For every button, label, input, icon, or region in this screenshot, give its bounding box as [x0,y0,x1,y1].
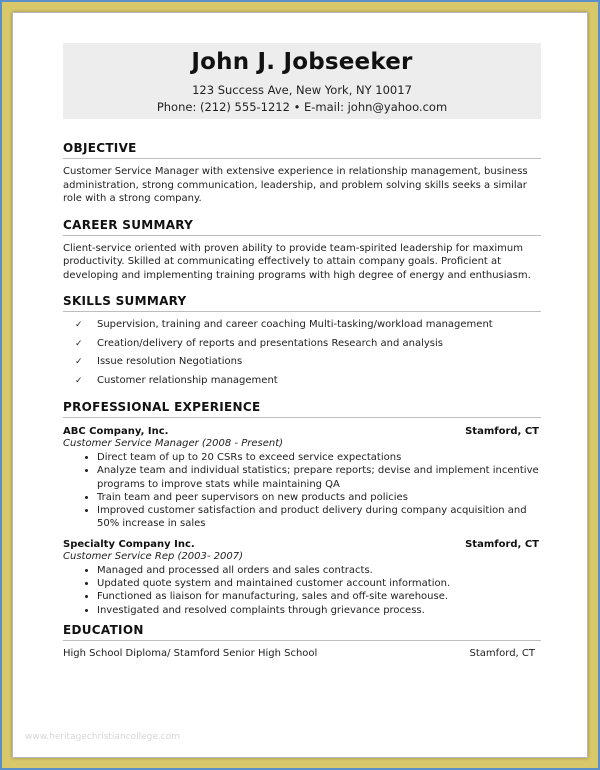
skills-summary-section [63,294,541,390]
job-bullets [63,451,541,531]
objective-section [63,141,541,206]
check-icon: ✓ [75,338,83,349]
education-location: Stamford, CT [469,647,535,659]
section-title-skills-summary: SKILLS SUMMARY [63,294,541,312]
skill-text: Creation/delivery of reports and presentations Research and analysis [97,337,443,349]
section-title-career-summary: CAREER SUMMARY [63,218,541,236]
skill-text: Supervision, training and career coaching Multi-tasking/workload management [97,319,493,330]
list-item: • Updated quote system and maintained customer account information. [97,577,541,590]
list-item: • Investigated and resolved complaints through grievance process. [97,604,541,617]
list-item: • Direct team of up to 20 CSRs to exceed service expectations [97,451,541,464]
list-item [75,316,541,335]
resume-page [12,12,588,758]
section-title-objective: OBJECTIVE [63,141,541,159]
check-icon: ✓ [75,357,83,367]
career-summary-section [63,218,541,283]
job-bullets [63,564,541,617]
job-location: Stamford, CT [465,538,539,550]
job-entry [63,539,541,617]
experience-section [63,400,541,617]
job-role: Customer Service Rep (2003- 2007) [63,550,244,562]
resume-header [63,43,541,119]
objective-text: Customer Service Manager with extensive experience in relationship management, business administration, strong communication, leadership, and problem solving skills seeks a similar role with a strong company. [63,166,528,204]
resume-body [63,141,541,659]
list-item: • Train team and peer supervisors on new products and policies [97,491,541,504]
skill-text: Issue resolution Negotiations [97,356,243,367]
page-frame [2,2,598,768]
section-title-education: EDUCATION [63,623,541,641]
skills-list [63,316,541,390]
skill-text: Customer relationship management [97,374,278,386]
applicant-address: 123 Success Ave, New York, NY 10017 [192,83,412,97]
job-company: Specialty Company Inc. [63,538,195,550]
list-item [75,353,541,372]
education-row [63,648,541,659]
watermark: www.heritagechristiancollege.com [25,732,180,742]
education-section [63,623,541,659]
job-entry [63,426,541,531]
list-item [75,372,541,391]
check-icon: ✓ [75,320,83,330]
check-icon: ✓ [75,375,83,386]
list-item [75,335,541,354]
list-item: • Managed and processed all orders and sales contracts. [97,564,541,577]
job-company: ABC Company, Inc. [63,426,169,437]
list-item: • Analyze team and individual statistics; prepare reports; devise and implement incentive programs to improve stats while maintaining QA [97,464,541,491]
job-role: Customer Service Manager (2008 - Present) [63,438,284,449]
list-item: • Functioned as liaison for manufacturing, sales and off-site warehouse. [97,590,541,603]
job-header [63,426,541,437]
applicant-name: John J. Jobseeker [191,49,413,75]
career-summary-text: Client-service oriented with proven ability to provide team-spirited leadership for maximum productivity. Skilled at communicating effectively to attain company goals. Proficient at developing and implementing training programs with high degree of energy and enthusiasm. [63,242,531,281]
section-title-experience: PROFESSIONAL EXPERIENCE [63,400,541,418]
applicant-contact: Phone: (212) 555-1212 • E-mail: john@yahoo.com [156,100,448,114]
job-location: Stamford, CT [465,426,539,437]
education-degree: High School Diploma/ Stamford Senior High School [63,647,318,659]
job-header [63,539,541,550]
list-item: • Improved customer satisfaction and product delivery during company acquisition and 50% increase in sales [97,504,541,531]
